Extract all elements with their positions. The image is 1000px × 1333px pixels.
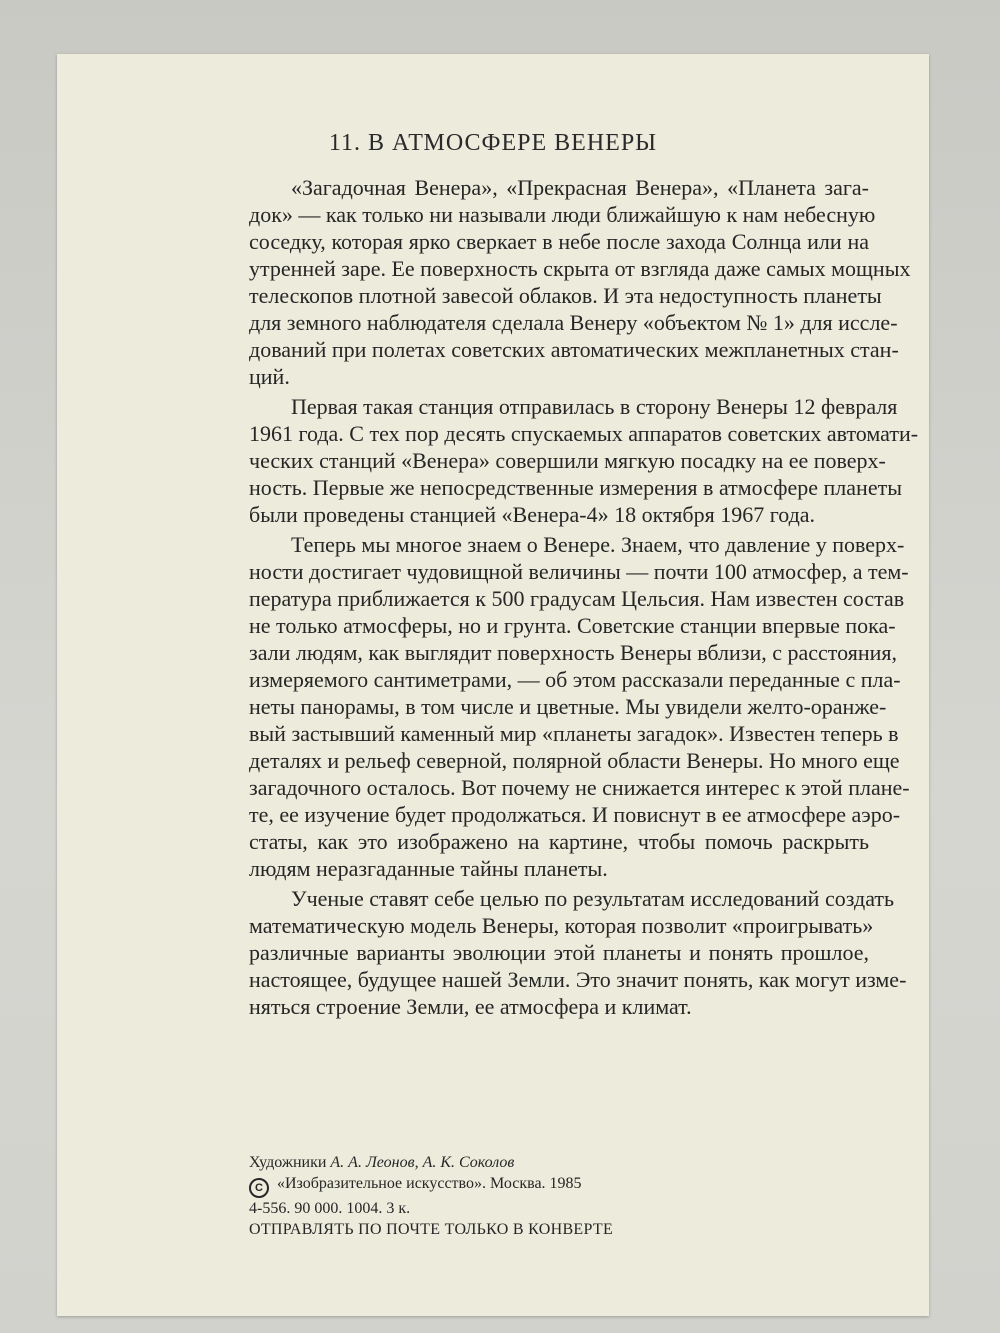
text-line: измеряемого сантиметрами, — об этом рассказали переданные с пла- bbox=[249, 667, 901, 692]
text-line: деталях и рельеф северной, полярной области Венеры. Но много еще bbox=[249, 748, 900, 773]
text-line: настоящее, будущее нашей Земли. Это значит понять, как могут изме- bbox=[249, 967, 907, 992]
text-line: утренней заре. Ее поверхность скрыта от взгляда даже самых мощных bbox=[249, 256, 911, 281]
text-line: Первая такая станция отправилась в сторону Венеры 12 февраля bbox=[291, 394, 898, 419]
text-line: зали людям, как выглядит поверхность Венеры вблизи, с расстояния, bbox=[249, 640, 897, 665]
text-line: соседку, которая ярко сверкает в небе после захода Солнца или на bbox=[249, 229, 869, 254]
text-line: статы, как это изображено на картине, чтобы помочь раскрыть bbox=[249, 829, 869, 854]
paragraph-4 bbox=[249, 885, 907, 1020]
artists-names: А. А. Леонов, А. К. Соколов bbox=[330, 1154, 515, 1171]
text-line: Теперь мы многое знаем о Венере. Знаем, что давление у поверх- bbox=[291, 532, 905, 557]
text-line: те, ее изучение будет продолжаться. И повиснут в ее атмосфере аэро- bbox=[249, 802, 901, 827]
paragraph-3 bbox=[249, 531, 910, 882]
text-line: Ученые ставят себе целью по результатам исследований создать bbox=[291, 886, 895, 911]
text-line: ности достигает чудовищной величины — почти 100 атмосфер, а тем- bbox=[249, 559, 909, 584]
text-line: «Загадочная Венера», «Прекрасная Венера», «Планета зага- bbox=[291, 175, 869, 200]
artists-line bbox=[249, 1152, 749, 1173]
article-body bbox=[249, 174, 919, 1023]
paragraph-2 bbox=[249, 393, 919, 528]
text-line: телескопов плотной завесой облаков. И эта недоступность планеты bbox=[249, 283, 882, 308]
text-line: док» — как только ни называли люди ближайшую к нам небесную bbox=[249, 202, 876, 227]
text-line: для земного наблюдателя сделала Венеру «объектом № 1» для иссле- bbox=[249, 310, 898, 335]
text-line: няться строение Земли, ее атмосфера и климат. bbox=[249, 994, 692, 1019]
text-line: пература приближается к 500 градусам Цельсия. Нам известен состав bbox=[249, 586, 905, 611]
text-line: 1961 года. С тех пор десять спускаемых аппаратов советских автомати- bbox=[249, 421, 919, 446]
text-line: дований при полетах советских автоматических межпланетных стан- bbox=[249, 337, 899, 362]
catalog-line: 4-556. 90 000. 1004. 3 к. bbox=[249, 1200, 411, 1217]
postcard-back bbox=[57, 54, 929, 1316]
paragraph-1 bbox=[249, 174, 911, 390]
text-line: людям неразгаданные тайны планеты. bbox=[249, 856, 608, 881]
publisher-text: «Изобразительное искусство». Москва. 1985 bbox=[277, 1175, 582, 1192]
text-line: вый застывший каменный мир «планеты загадок». Известен теперь в bbox=[249, 721, 899, 746]
artists-label: Художники bbox=[249, 1154, 327, 1171]
copyright-icon: C bbox=[249, 1178, 269, 1198]
colophon bbox=[249, 1152, 749, 1240]
text-line: ческих станций «Венера» совершили мягкую посадку на ее поверх- bbox=[249, 448, 886, 473]
text-line: ность. Первые же непосредственные измерения в атмосфере планеты bbox=[249, 475, 902, 500]
text-line: загадочного осталось. Вот почему не снижается интерес к этой плане- bbox=[249, 775, 910, 800]
mailing-note: ОТПРАВЛЯТЬ ПО ПОЧТЕ ТОЛЬКО В КОНВЕРТЕ bbox=[249, 1221, 614, 1238]
publisher-line bbox=[249, 1173, 749, 1198]
text-line: не только атмосферы, но и грунта. Советские станции впервые пока- bbox=[249, 613, 896, 638]
card-title: 11. В АТМОСФЕРЕ ВЕНЕРЫ bbox=[328, 130, 658, 156]
text-line: были проведены станцией «Венера-4» 18 октября 1967 года. bbox=[249, 502, 816, 527]
text-line: различные варианты эволюции этой планеты и понять прошлое, bbox=[249, 940, 869, 965]
text-line: неты панорамы, в том числе и цветные. Мы увидели желто-оранже- bbox=[249, 694, 887, 719]
text-line: математическую модель Венеры, которая позволит «проигрывать» bbox=[249, 913, 874, 938]
text-line: ций. bbox=[249, 364, 290, 389]
